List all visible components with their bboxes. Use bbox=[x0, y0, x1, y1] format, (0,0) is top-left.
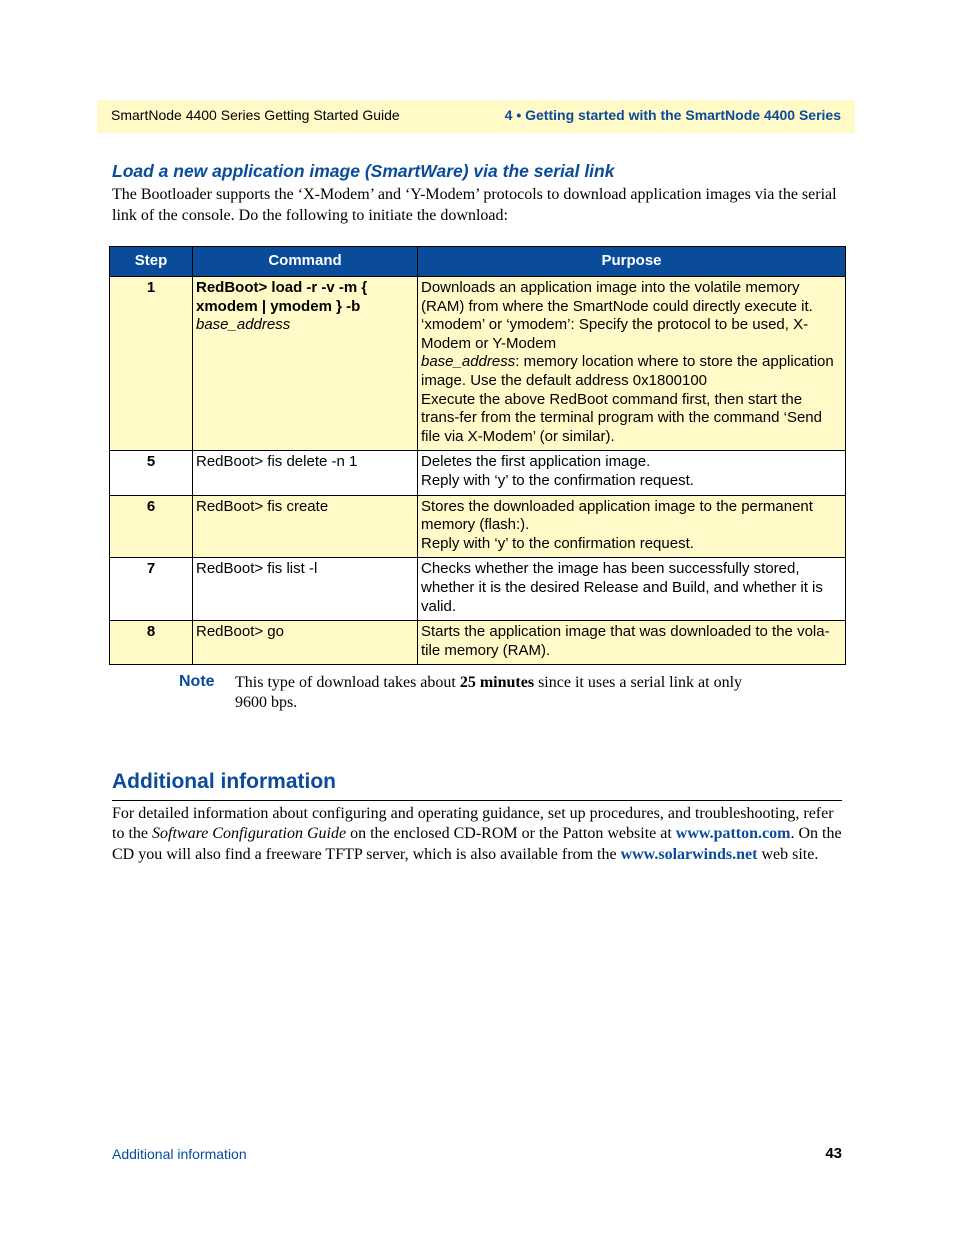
purpose-line: Stores the downloaded application image to the permanent memory (flash:). bbox=[421, 497, 813, 534]
table-row bbox=[110, 558, 846, 621]
steps-table bbox=[109, 246, 846, 665]
column-header-command: Command bbox=[193, 247, 418, 277]
step-number: 7 bbox=[110, 558, 193, 621]
note-text-part: since it uses a serial link at only 9600 bps. bbox=[235, 674, 743, 711]
purpose-cell bbox=[418, 451, 846, 495]
table-row bbox=[110, 495, 846, 558]
body-text: . On the CD you will also find a freeware TFTP server, which is also available from the bbox=[112, 825, 842, 863]
section-divider bbox=[112, 800, 842, 801]
purpose-cell bbox=[418, 495, 846, 558]
table-header-row bbox=[110, 247, 846, 277]
purpose-line bbox=[421, 353, 842, 390]
purpose-cell bbox=[418, 621, 846, 665]
body-text: web site. bbox=[757, 845, 819, 863]
step-number: 5 bbox=[110, 451, 193, 495]
purpose-cell bbox=[418, 277, 846, 451]
step-number: 8 bbox=[110, 621, 193, 665]
page-number: 43 bbox=[825, 1145, 842, 1162]
purpose-line: ‘xmodem’ or ‘ymodem’: Specify the protocol to be used, X-Modem or Y-Modem bbox=[421, 316, 809, 352]
step-number: 1 bbox=[110, 277, 193, 451]
command-cell: RedBoot> go bbox=[193, 621, 418, 665]
note-label: Note bbox=[179, 673, 215, 690]
guide-title: Software Configuration Guide bbox=[152, 825, 347, 843]
purpose-cell bbox=[418, 558, 846, 621]
running-header bbox=[97, 100, 855, 133]
purpose-line: Checks whether the image has been successfully stored, whether it is the desired Release and Build, and whether it is valid. bbox=[421, 560, 823, 615]
command-cell: RedBoot> fis list -l bbox=[193, 558, 418, 621]
purpose-line: Deletes the first application image. bbox=[421, 453, 651, 471]
purpose-line: Downloads an application image into the volatile memory (RAM) from where the SmartNode could directly execute it. bbox=[421, 279, 813, 315]
table-row bbox=[110, 277, 846, 451]
command-cell: RedBoot> fis create bbox=[193, 495, 418, 558]
note-text-part: This type of download takes about bbox=[235, 674, 460, 691]
section-body bbox=[112, 804, 842, 865]
patton-link[interactable]: www.patton.com bbox=[675, 825, 791, 843]
table-row bbox=[110, 451, 846, 495]
note-emphasis: 25 minutes bbox=[459, 674, 535, 691]
solarwinds-link[interactable]: www.solarwinds.net bbox=[620, 845, 758, 863]
section-heading: Additional information bbox=[112, 770, 336, 793]
column-header-step: Step bbox=[110, 247, 193, 277]
subsection-title: Load a new application image (SmartWare) via the serial link bbox=[112, 161, 615, 181]
table-row bbox=[110, 621, 846, 665]
footer-section-name: Additional information bbox=[112, 1146, 247, 1162]
body-text: on the enclosed CD-ROM or the Patton website at bbox=[346, 825, 676, 843]
command-text: RedBoot> load -r -v -m { xmodem | ymodem } -b bbox=[196, 279, 368, 315]
command-argument: base_address bbox=[196, 316, 291, 334]
column-header-purpose: Purpose bbox=[418, 247, 846, 277]
command-cell bbox=[193, 277, 418, 451]
command-cell: RedBoot> fis delete -n 1 bbox=[193, 451, 418, 495]
purpose-line: Execute the above RedBoot command first, then start the trans-fer from the terminal program with the command ‘Send file via X-Modem’ (or similar). bbox=[421, 390, 822, 445]
body-text: For detailed information about configuring and operating guidance, set up procedures, and troubleshooting, refer to the bbox=[112, 805, 834, 843]
purpose-line: Starts the application image that was downloaded to the vola-tile memory (RAM). bbox=[421, 623, 830, 659]
purpose-argument: base_address bbox=[421, 353, 516, 371]
step-number: 6 bbox=[110, 495, 193, 558]
purpose-argument-desc: : memory location where to store the application image. Use the default address 0x1800100 bbox=[421, 353, 834, 389]
header-chapter-title: 4 • Getting started with the SmartNode 4400 Series bbox=[504, 107, 841, 123]
subsection-intro: The Bootloader supports the ‘X-Modem’ and ‘Y-Modem’ protocols to download application images via the serial link of the console. Do the following to initiate the download: bbox=[112, 186, 837, 224]
purpose-line: Reply with ‘y’ to the confirmation request. bbox=[421, 534, 694, 552]
note-text bbox=[235, 673, 755, 713]
header-guide-title: SmartNode 4400 Series Getting Started Guide bbox=[111, 107, 400, 123]
purpose-line: Reply with ‘y’ to the confirmation request. bbox=[421, 471, 694, 489]
